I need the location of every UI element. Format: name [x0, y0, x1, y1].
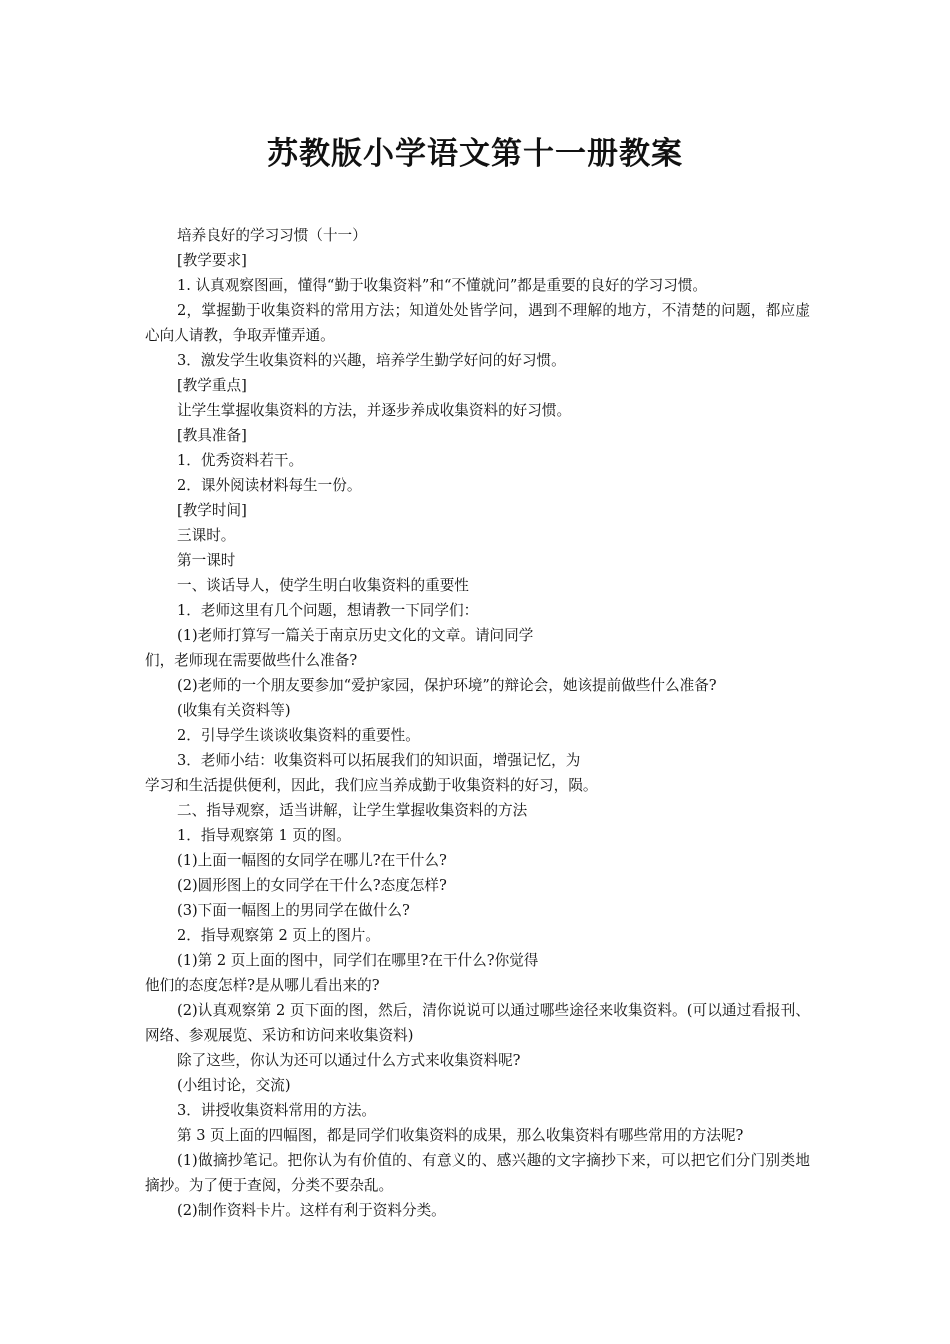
paragraph: 第一课时	[177, 552, 236, 569]
paragraph: [教学重点]	[177, 377, 247, 394]
paragraph: 他们的态度怎样?是从哪儿看出来的?	[145, 977, 380, 994]
paragraph: (1)上面一幅图的女同学在哪儿?在干什么?	[177, 852, 447, 869]
paragraph: 1. 认真观察图画，懂得“勤于收集资料”和“不懂就问”都是重要的良好的学习习惯。	[177, 277, 708, 294]
paragraph: 让学生掌握收集资料的方法，并逐步养成收集资料的好习惯。	[177, 402, 572, 419]
paragraph: 3．讲授收集资料常用的方法。	[177, 1102, 377, 1119]
paragraph: [教学时间]	[177, 502, 247, 519]
paragraph: 2．引导学生谈谈收集资料的重要性。	[177, 727, 420, 744]
paragraph: (2)圆形图上的女同学在干什么?态度怎样?	[177, 877, 447, 894]
paragraph: (2)制作资料卡片。这样有利于资料分类。	[177, 1202, 446, 1219]
paragraph: (收集有关资料等)	[177, 702, 291, 719]
document-body	[145, 223, 810, 1223]
document-title: 苏教版小学语文第十一册教案	[267, 136, 683, 172]
paragraph: (1)老师打算写一篇关于南京历史文化的文章。请问同学	[177, 627, 534, 644]
paragraph: (1)做摘抄笔记。把你认为有价值的、有意义的、感兴趣的文字摘抄下来，可以把它们分门别类地摘抄。为了便于查阅，分类不要杂乱。	[145, 1152, 810, 1194]
paragraph: (2)认真观察第 2 页下面的图，然后，清你说说可以通过哪些途径来收集资料。(可以通过看报刊、网络、参观展览、采访和访问来收集资料)	[145, 1002, 810, 1044]
paragraph: 3．老师小结：收集资料可以拓展我们的知识面，增强记忆，为	[177, 752, 581, 769]
paragraph: 3．激发学生收集资料的兴趣，培养学生勤学好问的好习惯。	[177, 352, 566, 369]
paragraph: 1．老师这里有几个问题，想请教一下同学们：	[177, 602, 479, 619]
paragraph: (1)第 2 页上面的图中，同学们在哪里?在干什么?你觉得	[177, 952, 539, 969]
paragraph: 一、谈话导人，使学生明白收集资料的重要性	[177, 577, 469, 594]
paragraph: 学习和生活提供便利，因此，我们应当养成勤于收集资料的好习，陨。	[145, 777, 598, 794]
paragraph: 培养良好的学习习惯（十一）	[177, 227, 367, 244]
paragraph: 二、指导观察，适当讲解，让学生掌握收集资料的方法	[177, 802, 528, 819]
paragraph: (小组讨论，交流)	[177, 1077, 291, 1094]
paragraph: 2．课外阅读材料每生一份。	[177, 477, 362, 494]
paragraph: 2．指导观察第 2 页上的图片。	[177, 927, 380, 944]
paragraph: (2)老师的一个朋友要参加“爱护家园，保护环境”的辩论会，她该提前做些什么准备?	[177, 677, 717, 694]
paragraph: [教学要求]	[177, 252, 247, 269]
paragraph: 2，掌握勤于收集资料的常用方法；知道处处皆学问，遇到不理解的地方，不清楚的问题，都应虚心向人请教，争取弄懂弄通。	[145, 302, 810, 344]
paragraph: 1．优秀资料若干。	[177, 452, 304, 469]
paragraph: 第 3 页上面的四幅图，都是同学们收集资料的成果，那么收集资料有哪些常用的方法呢?	[177, 1127, 744, 1144]
paragraph: 1．指导观察第 1 页的图。	[177, 827, 351, 844]
paragraph: [教具准备]	[177, 427, 247, 444]
paragraph: 们，老师现在需要做些什么准备?	[145, 652, 358, 669]
paragraph: 三课时。	[177, 527, 236, 544]
paragraph: 除了这些，你认为还可以通过什么方式来收集资料呢?	[177, 1052, 521, 1069]
paragraph: (3)下面一幅图上的男同学在做什么?	[177, 902, 410, 919]
